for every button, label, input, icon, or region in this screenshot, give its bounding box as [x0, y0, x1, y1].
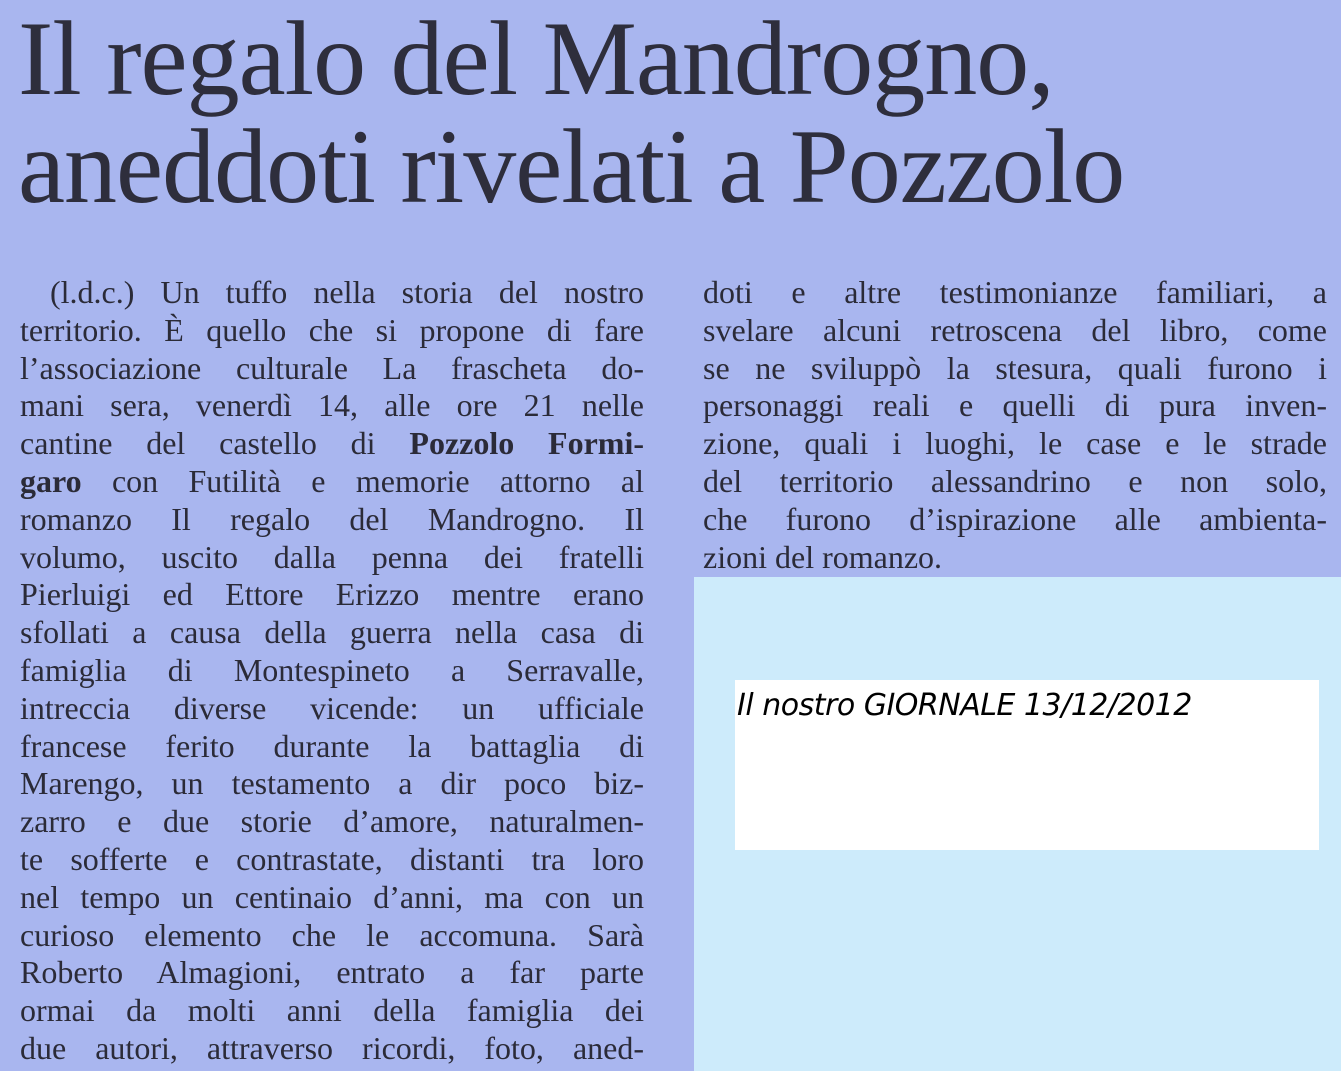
text-line: l’associazione culturale La frascheta do-: [20, 349, 644, 386]
text-line: [20, 463, 644, 501]
text-line: personaggi reali e quelli di pura inven-: [703, 387, 1327, 424]
text-line: territorio. È quello che si propone di fare: [20, 311, 644, 348]
bold-place-name: Pozzolo Formi-: [409, 425, 645, 462]
text-line: francese ferito durante la battaglia di: [20, 727, 644, 764]
article-column-left: [20, 274, 644, 1068]
article-headline: [18, 0, 1328, 225]
text-line: ormai da molti anni della famiglia dei: [20, 992, 644, 1029]
text-line: famiglia di Montespineto a Serravalle,: [20, 651, 644, 688]
text-line: romanzo Il regalo del Mandrogno. Il: [20, 500, 644, 537]
text-line: nel tempo un centinaio d’anni, ma con un: [20, 878, 644, 915]
text-line: intreccia diverse vicende: un ufficiale: [20, 689, 644, 726]
text-line: che furono d’ispirazione alle ambienta-: [703, 500, 1327, 537]
text-line: zarro e due storie d’amore, naturalmen-: [20, 803, 644, 840]
article-column-right: [703, 274, 1327, 576]
text-line: due autori, attraverso ricordi, foto, aned-: [20, 1029, 644, 1066]
text-line: te sofferte e contrastate, distanti tra loro: [20, 840, 644, 877]
text-line: mani sera, venerdì 14, alle ore 21 nelle: [20, 387, 644, 424]
text-line: zioni del romanzo.: [703, 538, 943, 575]
text-line: zione, quali i luoghi, le case e le strade: [703, 425, 1327, 462]
headline-line: aneddoti rivelati a Pozzolo: [18, 108, 1125, 225]
text-line: volumo, uscito dalla penna dei fratelli: [20, 538, 644, 575]
text-line: (l.d.c.) Un tuffo nella storia del nostro: [50, 274, 644, 310]
text-run: cantine del castello di: [20, 425, 410, 462]
text-line: Roberto Almagioni, entrato a far parte: [20, 954, 644, 991]
source-label-box: [735, 680, 1319, 850]
headline-line: Il regalo del Mandrogno,: [18, 0, 1054, 117]
source-label: Il nostro GIORNALE 13/12/2012: [737, 688, 1192, 723]
text-line: Marengo, un testamento a dir poco biz-: [20, 765, 644, 802]
text-line: [20, 425, 644, 463]
text-line: Pierluigi ed Ettore Erizzo mentre erano: [20, 576, 644, 613]
text-line: del territorio alessandrino e non solo,: [703, 462, 1327, 499]
text-run: con Futilità e memorie attorno al: [81, 462, 644, 499]
text-line: doti e altre testimonianze familiari, a: [703, 274, 1327, 310]
text-line: se ne sviluppò la stesura, quali furono i: [703, 349, 1327, 386]
text-line: svelare alcuni retroscena del libro, come: [703, 311, 1327, 348]
bold-place-name: garo: [20, 462, 82, 499]
text-line: curioso elemento che le accomuna. Sarà: [20, 916, 644, 953]
text-line: sfollati a causa della guerra nella casa di: [20, 614, 644, 651]
